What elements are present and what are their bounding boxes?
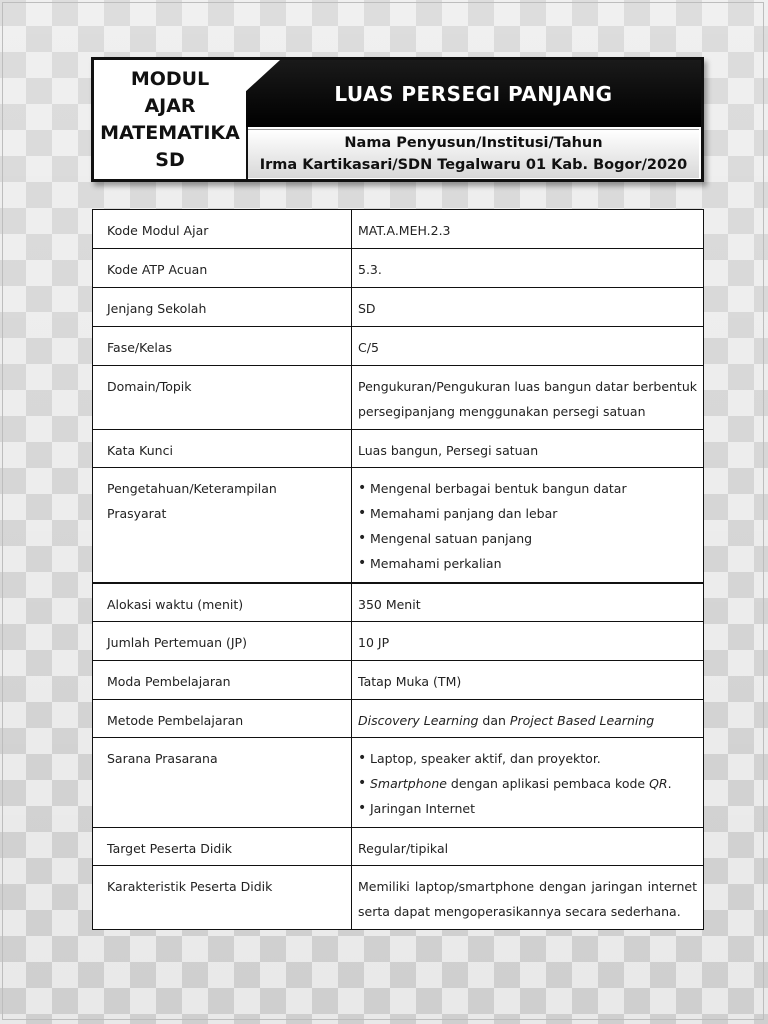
module-label-line: SD [155, 148, 185, 171]
row-value [352, 468, 704, 583]
table-row [93, 828, 704, 866]
smartphone-desc: dengan aplikasi pembaca kode [446, 776, 650, 791]
row-label: Karakteristik Peserta Didik [93, 866, 352, 930]
row-label: Jumlah Pertemuan (JP) [93, 622, 352, 661]
row-value: Tatap Muka (TM) [352, 661, 704, 700]
table-row [93, 866, 704, 930]
method-conjunction: dan [478, 713, 510, 728]
row-label: Fase/Kelas [93, 327, 352, 366]
row-value: Memiliki laptop/smartphone dengan jaringan internet serta dapat mengoperasikannya secara sederhana. [352, 866, 704, 930]
module-label-line: MODUL [130, 67, 210, 90]
list-item: • Mengenal berbagai bentuk bangun datar [358, 476, 697, 501]
list-item [358, 771, 697, 796]
row-label: Domain/Topik [93, 366, 352, 430]
bullet-list [358, 746, 697, 821]
table-row [93, 583, 704, 622]
table-row [93, 738, 704, 828]
table-row [93, 468, 704, 583]
row-label: Jenjang Sekolah [93, 288, 352, 327]
table-row [93, 210, 704, 249]
table-row [93, 700, 704, 738]
table-row [93, 661, 704, 700]
row-label: Kata Kunci [93, 430, 352, 468]
row-label: Target Peserta Didik [93, 828, 352, 866]
row-value: Pengukuran/Pengukuran luas bangun datar berbentuk persegipanjang menggunakan persegi satuan [352, 366, 704, 430]
qr-text: QR [649, 776, 668, 791]
row-label: Kode Modul Ajar [93, 210, 352, 249]
list-item: • Memahami panjang dan lebar [358, 501, 697, 526]
row-value [352, 700, 704, 738]
smartphone-text: Smartphone [370, 776, 447, 791]
module-header [91, 57, 704, 182]
row-value: C/5 [352, 327, 704, 366]
table-row [93, 366, 704, 430]
period-text: . [667, 776, 672, 791]
row-label: Pengetahuan/Keterampilan Prasyarat [93, 468, 352, 583]
row-value: Regular/tipikal [352, 828, 704, 866]
author-info-heading: Nama Penyusun/Institusi/Tahun [344, 135, 603, 151]
table-row [93, 430, 704, 468]
row-label: Kode ATP Acuan [93, 249, 352, 288]
row-value: Luas bangun, Persegi satuan [352, 430, 704, 468]
row-value: SD [352, 288, 704, 327]
table-row [93, 327, 704, 366]
row-label: Moda Pembelajaran [93, 661, 352, 700]
list-item: • Mengenal satuan panjang [358, 526, 697, 551]
list-item: • Jaringan Internet [358, 796, 697, 821]
row-value [352, 738, 704, 828]
row-label: Sarana Prasarana [93, 738, 352, 828]
module-label-box [94, 60, 248, 179]
row-label: Alokasi waktu (menit) [93, 583, 352, 622]
module-label-line: AJAR [144, 94, 196, 117]
table-row [93, 249, 704, 288]
table-row [93, 622, 704, 661]
method-discovery: Discovery Learning [358, 713, 479, 728]
method-pbl: Project Based Learning [509, 713, 655, 728]
module-title: LUAS PERSEGI PANJANG [246, 60, 701, 127]
author-info [248, 129, 699, 178]
module-info-table [92, 209, 704, 930]
table-row [93, 288, 704, 327]
module-label-line: MATEMATIKA [100, 121, 240, 144]
list-item: • Memahami perkalian [358, 551, 697, 576]
row-label: Metode Pembelajaran [93, 700, 352, 738]
row-value: 10 JP [352, 622, 704, 661]
row-value: 350 Menit [352, 583, 704, 622]
bullet-list [358, 476, 697, 576]
author-info-value: Irma Kartikasari/SDN Tegalwaru 01 Kab. Bogor/2020 [259, 157, 688, 173]
row-value: 5.3. [352, 249, 704, 288]
row-value: MAT.A.MEH.2.3 [352, 210, 704, 249]
header-notch-decoration [244, 60, 280, 93]
list-item: • Laptop, speaker aktif, dan proyektor. [358, 746, 697, 771]
